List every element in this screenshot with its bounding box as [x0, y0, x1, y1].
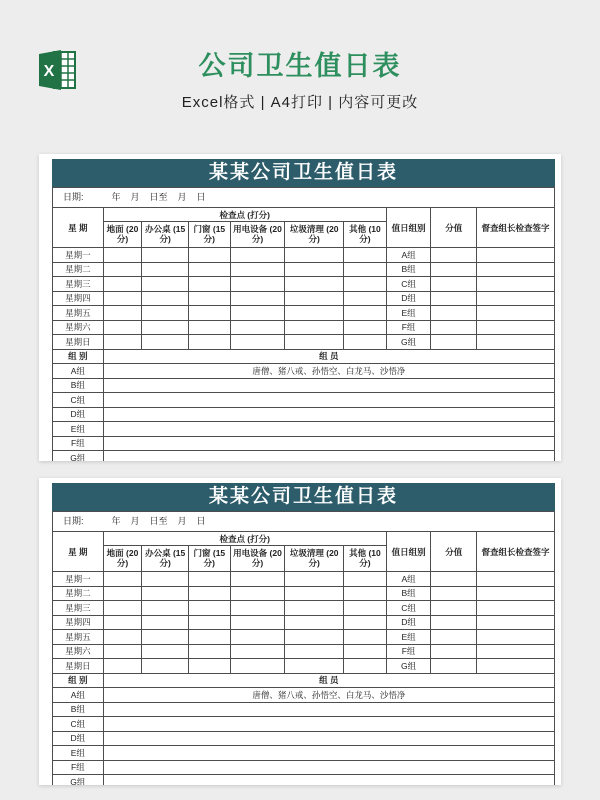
duty-group-cell: A组	[386, 248, 431, 263]
check-score-cell	[103, 291, 142, 306]
group-row	[53, 436, 555, 451]
checkpoints-header-cell: 检查点 (打分)	[103, 532, 386, 546]
check-score-cell	[189, 277, 231, 292]
day-row	[53, 586, 555, 601]
group-name-cell: A组	[53, 688, 104, 703]
group-name-cell: A组	[53, 364, 104, 379]
page-title: 公司卫生值日表	[198, 51, 402, 81]
check-score-cell	[103, 277, 142, 292]
check-score-cell	[285, 572, 344, 587]
group-row	[53, 688, 555, 703]
check-score-cell	[103, 615, 142, 630]
check-score-cell	[142, 586, 189, 601]
sheet-title: 某某公司卫生值日表	[52, 159, 555, 187]
check-score-cell	[142, 659, 189, 674]
day-row	[53, 262, 555, 277]
group-name-cell: F组	[53, 760, 104, 775]
group-members-cell: 唐僧、猪八戒、孙悟空、白龙马、沙悟净	[103, 688, 554, 703]
date-row	[52, 187, 555, 207]
group-name-cell: G组	[53, 775, 104, 786]
score-value-cell	[431, 306, 477, 321]
check-score-cell	[142, 572, 189, 587]
check-column-header: 门窗 (15分)	[189, 222, 231, 248]
check-column-header: 其他 (10分)	[344, 546, 387, 572]
check-score-cell	[189, 335, 231, 350]
score-value-cell	[431, 630, 477, 645]
check-score-cell	[230, 306, 285, 321]
day-cell: 星期日	[53, 335, 104, 350]
day-cell: 星期三	[53, 277, 104, 292]
check-score-cell	[344, 601, 387, 616]
check-score-cell	[285, 335, 344, 350]
group-name-cell: B组	[53, 702, 104, 717]
check-score-cell	[142, 644, 189, 659]
date-row	[52, 511, 555, 531]
group-row	[53, 422, 555, 437]
signature-cell	[477, 248, 555, 263]
score-value-cell	[431, 586, 477, 601]
check-score-cell	[103, 248, 142, 263]
check-score-cell	[230, 291, 285, 306]
check-score-cell	[230, 601, 285, 616]
day-row	[53, 615, 555, 630]
day-row	[53, 291, 555, 306]
score-value-cell	[431, 659, 477, 674]
group-label-cell: 组 别	[53, 673, 104, 688]
group-members-cell	[103, 717, 554, 732]
check-score-cell	[103, 601, 142, 616]
group-row	[53, 407, 555, 422]
check-column-header: 门窗 (15分)	[189, 546, 231, 572]
group-row	[53, 717, 555, 732]
signature-cell	[477, 572, 555, 587]
signature-cell	[477, 630, 555, 645]
check-score-cell	[103, 630, 142, 645]
day-cell: 星期日	[53, 659, 104, 674]
check-score-cell	[230, 320, 285, 335]
check-score-cell	[103, 586, 142, 601]
group-name-cell: B组	[53, 378, 104, 393]
check-score-cell	[344, 335, 387, 350]
day-row	[53, 601, 555, 616]
day-row	[53, 630, 555, 645]
check-score-cell	[230, 335, 285, 350]
day-row	[53, 306, 555, 321]
score-value-cell	[431, 572, 477, 587]
checkpoints-header-cell: 检查点 (打分)	[103, 208, 386, 222]
date-label: 日期:	[63, 516, 84, 526]
check-score-cell	[142, 601, 189, 616]
table-header-row-1	[53, 208, 555, 222]
sign-header-cell: 督查组长检查签字	[477, 208, 555, 248]
day-row	[53, 320, 555, 335]
signature-cell	[477, 586, 555, 601]
day-cell: 星期五	[53, 630, 104, 645]
group-members-cell	[103, 702, 554, 717]
check-score-cell	[189, 291, 231, 306]
group-row	[53, 760, 555, 775]
check-column-header: 地面 (20分)	[103, 222, 142, 248]
signature-cell	[477, 277, 555, 292]
signature-cell	[477, 615, 555, 630]
page-subtitle: Excel格式 | A4打印 | 内容可更改	[181, 94, 419, 111]
check-score-cell	[285, 320, 344, 335]
check-score-cell	[189, 262, 231, 277]
excel-icon	[37, 47, 77, 93]
group-row	[53, 702, 555, 717]
group-members-cell	[103, 451, 554, 462]
signature-cell	[477, 659, 555, 674]
page-header	[0, 0, 600, 154]
check-score-cell	[344, 659, 387, 674]
check-score-cell	[189, 320, 231, 335]
signature-cell	[477, 335, 555, 350]
check-score-cell	[103, 335, 142, 350]
day-row	[53, 644, 555, 659]
check-score-cell	[344, 291, 387, 306]
score-value-cell	[431, 615, 477, 630]
duty-group-cell: G组	[386, 659, 431, 674]
duty-group-cell: B组	[386, 586, 431, 601]
check-score-cell	[142, 291, 189, 306]
table-header-row-1	[53, 532, 555, 546]
group-members-cell	[103, 760, 554, 775]
check-score-cell	[230, 659, 285, 674]
check-score-cell	[103, 644, 142, 659]
score-value-cell	[431, 335, 477, 350]
check-score-cell	[285, 248, 344, 263]
sheet-title: 某某公司卫生值日表	[52, 483, 555, 511]
duty-group-cell: E组	[386, 630, 431, 645]
score-header-cell: 分值	[431, 208, 477, 248]
check-score-cell	[103, 262, 142, 277]
group-row	[53, 451, 555, 462]
check-score-cell	[103, 306, 142, 321]
svg-text:X: X	[43, 63, 55, 80]
group-name-cell: D组	[53, 731, 104, 746]
signature-cell	[477, 262, 555, 277]
day-row	[53, 335, 555, 350]
check-score-cell	[189, 248, 231, 263]
check-score-cell	[344, 320, 387, 335]
day-cell: 星期一	[53, 572, 104, 587]
check-score-cell	[103, 320, 142, 335]
group-members-cell	[103, 731, 554, 746]
check-score-cell	[344, 306, 387, 321]
group-label-cell: 组 别	[53, 349, 104, 364]
check-score-cell	[189, 630, 231, 645]
group-name-cell: E组	[53, 746, 104, 761]
duty-group-cell: D组	[386, 615, 431, 630]
day-cell: 星期六	[53, 320, 104, 335]
check-score-cell	[142, 262, 189, 277]
duty-group-cell: F组	[386, 644, 431, 659]
check-score-cell	[344, 615, 387, 630]
duty-group-header-cell: 值日组别	[386, 208, 431, 248]
group-section-header-row	[53, 673, 555, 688]
signature-cell	[477, 306, 555, 321]
group-name-cell: C组	[53, 717, 104, 732]
group-section-header-row	[53, 349, 555, 364]
duty-group-cell: A组	[386, 572, 431, 587]
check-score-cell	[285, 291, 344, 306]
check-score-cell	[230, 277, 285, 292]
score-value-cell	[431, 644, 477, 659]
score-value-cell	[431, 291, 477, 306]
check-score-cell	[142, 320, 189, 335]
duty-group-cell: F组	[386, 320, 431, 335]
week-header-cell: 星 期	[53, 208, 104, 248]
check-score-cell	[189, 306, 231, 321]
duty-table	[52, 531, 555, 785]
check-score-cell	[142, 615, 189, 630]
duty-group-cell: E组	[386, 306, 431, 321]
check-score-cell	[285, 644, 344, 659]
day-cell: 星期二	[53, 262, 104, 277]
check-score-cell	[344, 248, 387, 263]
duty-group-cell: B组	[386, 262, 431, 277]
day-row	[53, 248, 555, 263]
check-score-cell	[230, 615, 285, 630]
check-score-cell	[142, 248, 189, 263]
duty-group-header-cell: 值日组别	[386, 532, 431, 572]
day-cell: 星期四	[53, 615, 104, 630]
check-score-cell	[285, 306, 344, 321]
check-score-cell	[285, 615, 344, 630]
duty-group-cell: C组	[386, 277, 431, 292]
check-score-cell	[142, 306, 189, 321]
date-value: 年 月 日至 月 日	[111, 516, 206, 526]
check-score-cell	[344, 262, 387, 277]
signature-cell	[477, 601, 555, 616]
group-members-cell	[103, 393, 554, 408]
preview-cards	[0, 154, 600, 785]
group-members-cell	[103, 775, 554, 786]
day-row	[53, 659, 555, 674]
check-column-header: 办公桌 (15分)	[142, 222, 189, 248]
score-value-cell	[431, 248, 477, 263]
group-members-cell	[103, 378, 554, 393]
week-header-cell: 星 期	[53, 532, 104, 572]
group-members-cell	[103, 422, 554, 437]
check-score-cell	[344, 277, 387, 292]
day-cell: 星期二	[53, 586, 104, 601]
check-score-cell	[344, 644, 387, 659]
group-row	[53, 746, 555, 761]
date-label: 日期:	[63, 192, 84, 202]
duty-group-cell: C组	[386, 601, 431, 616]
check-score-cell	[103, 572, 142, 587]
check-column-header: 办公桌 (15分)	[142, 546, 189, 572]
group-members-cell	[103, 746, 554, 761]
signature-cell	[477, 291, 555, 306]
check-score-cell	[189, 659, 231, 674]
group-name-cell: G组	[53, 451, 104, 462]
day-cell: 星期四	[53, 291, 104, 306]
group-members-cell: 唐僧、猪八戒、孙悟空、白龙马、沙悟净	[103, 364, 554, 379]
check-score-cell	[230, 262, 285, 277]
check-column-header: 垃圾清理 (20分)	[285, 222, 344, 248]
signature-cell	[477, 320, 555, 335]
day-row	[53, 277, 555, 292]
check-score-cell	[285, 262, 344, 277]
group-row	[53, 775, 555, 786]
check-score-cell	[189, 586, 231, 601]
check-column-header: 其他 (10分)	[344, 222, 387, 248]
group-row	[53, 393, 555, 408]
check-score-cell	[189, 615, 231, 630]
day-row	[53, 572, 555, 587]
check-column-header: 地面 (20分)	[103, 546, 142, 572]
check-score-cell	[285, 601, 344, 616]
group-name-cell: C组	[53, 393, 104, 408]
check-score-cell	[142, 277, 189, 292]
members-label-cell: 组 员	[103, 673, 554, 688]
group-name-cell: D组	[53, 407, 104, 422]
group-row	[53, 364, 555, 379]
check-score-cell	[230, 630, 285, 645]
day-cell: 星期五	[53, 306, 104, 321]
signature-cell	[477, 644, 555, 659]
check-score-cell	[344, 630, 387, 645]
duty-group-cell: G组	[386, 335, 431, 350]
check-score-cell	[285, 277, 344, 292]
check-score-cell	[189, 644, 231, 659]
check-score-cell	[189, 572, 231, 587]
duty-group-cell: D组	[386, 291, 431, 306]
sign-header-cell: 督查组长检查签字	[477, 532, 555, 572]
check-score-cell	[344, 572, 387, 587]
day-cell: 星期三	[53, 601, 104, 616]
check-score-cell	[230, 644, 285, 659]
date-value: 年 月 日至 月 日	[111, 192, 206, 202]
score-value-cell	[431, 320, 477, 335]
check-column-header: 垃圾清理 (20分)	[285, 546, 344, 572]
day-cell: 星期一	[53, 248, 104, 263]
score-value-cell	[431, 601, 477, 616]
duty-sheet-card	[39, 154, 561, 461]
check-score-cell	[344, 586, 387, 601]
check-score-cell	[142, 630, 189, 645]
group-row	[53, 731, 555, 746]
check-score-cell	[285, 630, 344, 645]
duty-table	[52, 207, 555, 461]
group-row	[53, 378, 555, 393]
group-members-cell	[103, 436, 554, 451]
score-header-cell: 分值	[431, 532, 477, 572]
check-column-header: 用电设备 (20分)	[230, 546, 285, 572]
group-name-cell: E组	[53, 422, 104, 437]
group-name-cell: F组	[53, 436, 104, 451]
check-score-cell	[285, 586, 344, 601]
duty-sheet-card	[39, 478, 561, 785]
check-column-header: 用电设备 (20分)	[230, 222, 285, 248]
score-value-cell	[431, 262, 477, 277]
check-score-cell	[189, 601, 231, 616]
check-score-cell	[230, 586, 285, 601]
check-score-cell	[285, 659, 344, 674]
check-score-cell	[230, 572, 285, 587]
group-members-cell	[103, 407, 554, 422]
score-value-cell	[431, 277, 477, 292]
check-score-cell	[230, 248, 285, 263]
check-score-cell	[142, 335, 189, 350]
members-label-cell: 组 员	[103, 349, 554, 364]
check-score-cell	[103, 659, 142, 674]
day-cell: 星期六	[53, 644, 104, 659]
